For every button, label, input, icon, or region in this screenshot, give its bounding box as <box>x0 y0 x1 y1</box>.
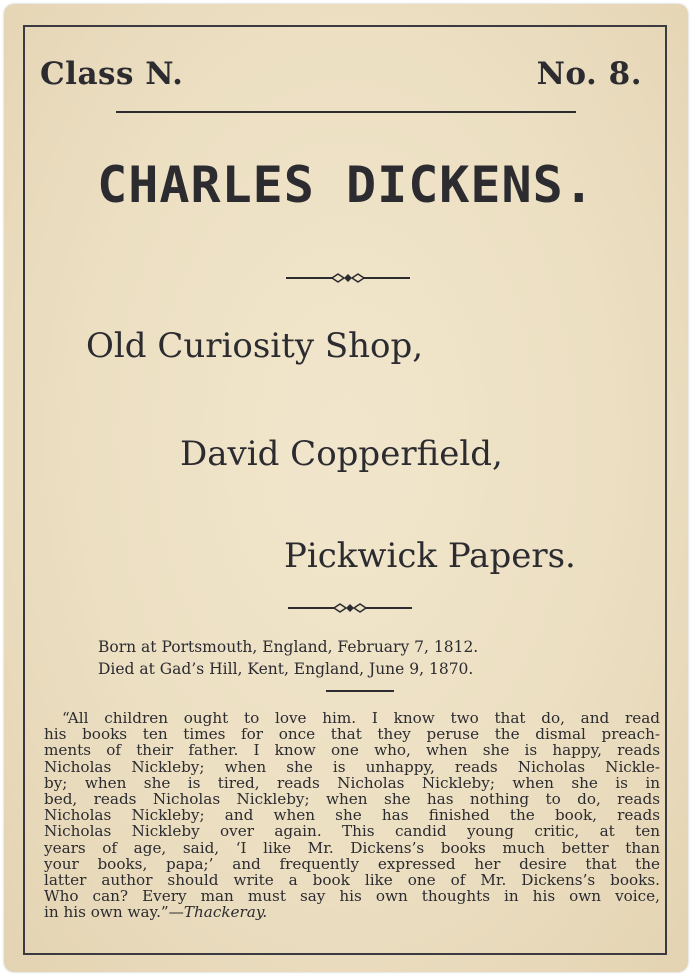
class-label: Class N. <box>40 56 184 92</box>
quote-line: bed, reads Nicholas Nickleby; when she has nothing to do, reads <box>44 790 660 809</box>
header-rule <box>116 111 576 113</box>
dates-rule <box>326 690 394 692</box>
quote-last-line <box>44 904 660 920</box>
game-card <box>4 4 688 972</box>
work-title-1: Old Curiosity Shop, <box>86 326 424 366</box>
quote-line: your books, papa;’ and frequently expressed her desire that the <box>44 854 660 873</box>
quote-line: Nicholas Nickleby over again. This candid young critic, at ten <box>44 822 660 841</box>
ornament-divider-bottom <box>288 602 412 614</box>
quote-line: by; when she is tired, reads Nicholas Nickleby; when she is in <box>44 773 660 792</box>
birth-line: Born at Portsmouth, England, February 7, 1812. <box>98 638 479 656</box>
card-number-label: No. 8. <box>536 56 642 92</box>
author-title: CHARLES DICKENS. <box>97 156 595 214</box>
quote-line: years of age, said, ‘I like Mr. Dickens’s books much better than <box>44 838 660 857</box>
quote-line: ments of their father. I know one who, when she is happy, reads <box>44 741 660 760</box>
quote-line-end: in his own way.”— <box>44 903 184 922</box>
thackeray-quote <box>44 710 660 921</box>
quote-line: Nicholas Nickleby; and when she has finished the book, reads <box>44 806 660 825</box>
work-title-2: David Copperfield, <box>180 434 503 474</box>
work-title-3: Pickwick Papers. <box>284 536 576 576</box>
quote-line: Nicholas Nickleby; when she is unhappy, reads Nicholas Nickle- <box>44 757 660 776</box>
quote-line: his books ten times for once that they peruse the dismal preach- <box>44 725 660 744</box>
death-line: Died at Gad’s Hill, Kent, England, June 9, 1870. <box>98 660 474 678</box>
quote-line: Who can? Every man must say his own thoughts in his own voice, <box>44 887 660 906</box>
quote-line: latter author should write a book like one of Mr. Dickens’s books. <box>44 871 660 890</box>
quote-line: “All children ought to love him. I know two that do, and read <box>62 709 660 727</box>
ornament-divider-top <box>286 272 410 284</box>
quote-author: Thackeray. <box>183 903 268 922</box>
